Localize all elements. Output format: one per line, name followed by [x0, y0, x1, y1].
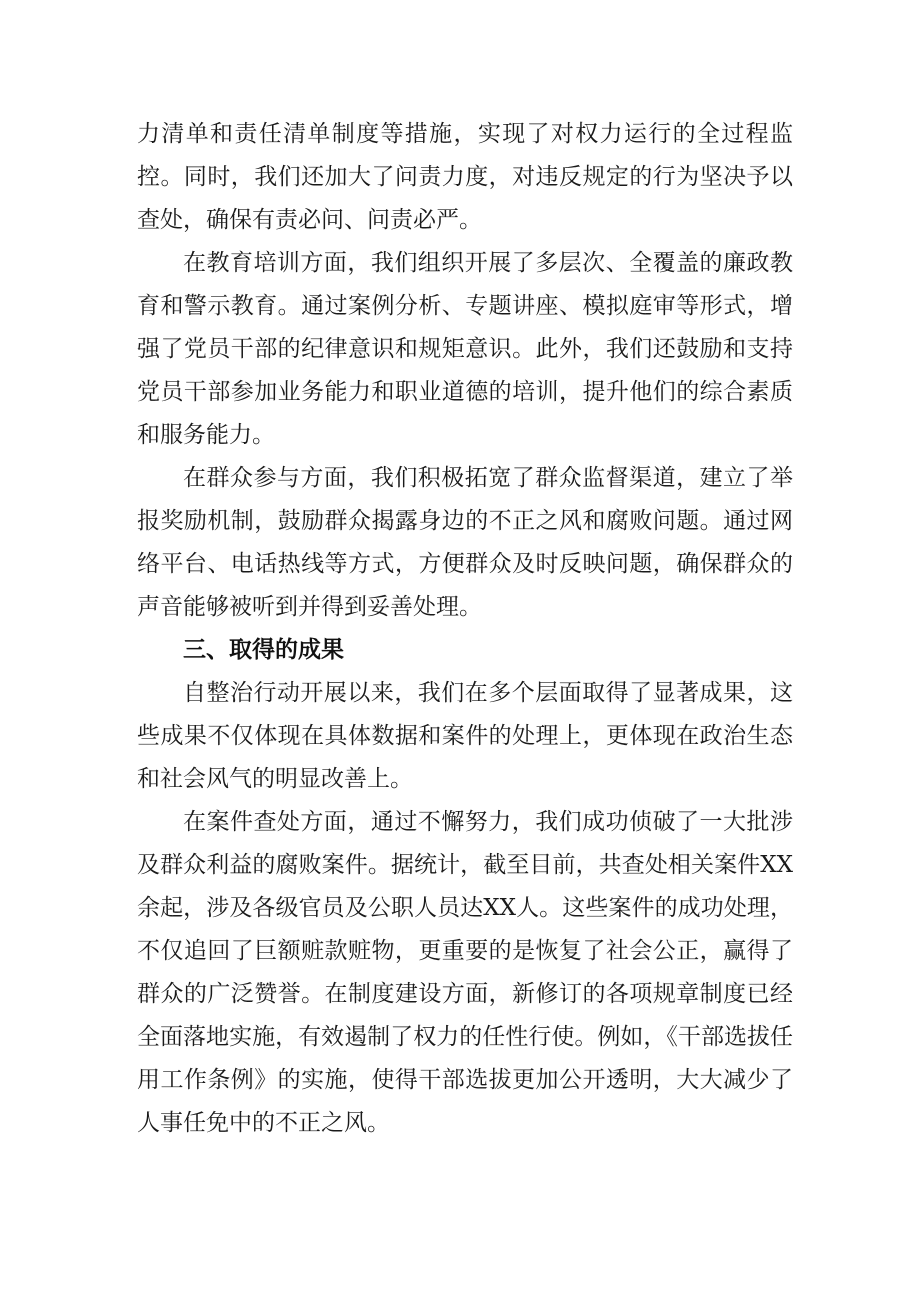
- document-body: [137, 113, 793, 1145]
- paragraph-case-handling: 在案件查处方面，通过不懈努力，我们成功侦破了一大批涉及群众利益的腐败案件。据统计，截至目前，共查处相关案件XX余起，涉及各级官员及公职人员达XX人。这些案件的成功处理，不仅追回了巨额赃款赃物，更重要的是恢复了社会公正，赢得了群众的广泛赞誉。在制度建设方面，新修订的各项规章制度已经全面落地实施，有效遏制了权力的任性行使。例如，《干部选拔任用工作条例》的实施，使得干部选拔更加公开透明，大大减少了人事任免中的不正之风。: [137, 809, 793, 1136]
- section-heading-results: 三、取得的成果: [183, 637, 344, 663]
- paragraph-education-training: 在教育培训方面，我们组织开展了多层次、全覆盖的廉政教育和警示教育。通过案例分析、专题讲座、模拟庭审等形式，增强了党员干部的纪律意识和规矩意识。此外，我们还鼓励和支持党员干部参加业务能力和职业道德的培训，提升他们的综合素质和服务能力。: [137, 250, 793, 448]
- paragraph-results-intro: 自整治行动开展以来，我们在多个层面取得了显著成果，这些成果不仅体现在具体数据和案件的处理上，更体现在政治生态和社会风气的明显改善上。: [137, 680, 793, 792]
- paragraph-public-participation: 在群众参与方面，我们积极拓宽了群众监督渠道，建立了举报奖励机制，鼓励群众揭露身边的不正之风和腐败问题。通过网络平台、电话热线等方式，方便群众及时反映问题，确保群众的声音能够被听到并得到妥善处理。: [137, 465, 793, 620]
- paragraph-continuation: 力清单和责任清单制度等措施，实现了对权力运行的全过程监控。同时，我们还加大了问责力度，对违反规定的行为坚决予以查处，确保有责必问、问责必严。: [137, 121, 793, 233]
